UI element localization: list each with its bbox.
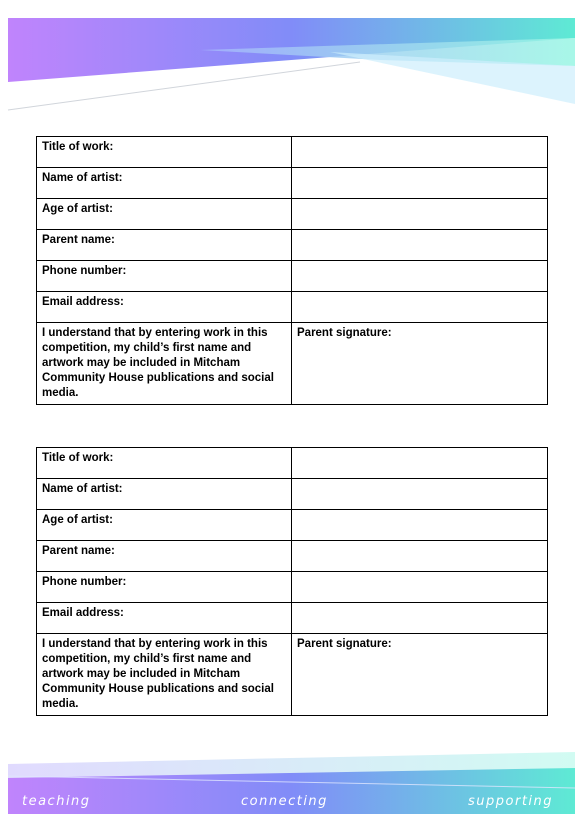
tagline-supporting: supporting [468, 794, 554, 809]
tagline-connecting: connecting [241, 794, 328, 809]
field-label: Phone number: [37, 261, 292, 292]
parent-name-field[interactable] [292, 230, 548, 261]
form-row-email [37, 292, 548, 323]
form-row-title [37, 448, 548, 479]
parent-name-field[interactable] [292, 541, 548, 572]
email-address-field[interactable] [292, 292, 548, 323]
form-row-artist-age [37, 510, 548, 541]
form-row-consent [37, 634, 548, 716]
form-row-artist-name [37, 479, 548, 510]
parent-signature-field[interactable] [292, 323, 548, 405]
phone-number-field[interactable] [292, 261, 548, 292]
form-row-parent-name [37, 230, 548, 261]
title-of-work-field[interactable] [292, 137, 548, 168]
form-row-phone [37, 261, 548, 292]
field-label: Title of work: [37, 137, 292, 168]
field-label: Name of artist: [37, 479, 292, 510]
email-address-field[interactable] [292, 603, 548, 634]
artist-name-field[interactable] [292, 168, 548, 199]
consent-text: I understand that by entering work in this competition, my child’s first name and artwork may be included in Mitcham Community House publications and social media. [37, 634, 292, 716]
artist-age-field[interactable] [292, 199, 548, 230]
field-label: Parent name: [37, 230, 292, 261]
tagline-teaching: teaching [22, 794, 91, 809]
form-row-phone [37, 572, 548, 603]
form-row-artist-age [37, 199, 548, 230]
form-row-title [37, 137, 548, 168]
field-label: Email address: [37, 292, 292, 323]
form-row-parent-name [37, 541, 548, 572]
field-label: Age of artist: [37, 510, 292, 541]
field-label: Title of work: [37, 448, 292, 479]
artist-age-field[interactable] [292, 510, 548, 541]
header-banner [0, 0, 586, 120]
field-label: Parent name: [37, 541, 292, 572]
parent-signature-field[interactable] [292, 634, 548, 716]
field-label: Name of artist: [37, 168, 292, 199]
entry-form-2 [36, 447, 548, 716]
signature-label: Parent signature: [297, 327, 392, 339]
phone-number-field[interactable] [292, 572, 548, 603]
footer-banner [0, 742, 586, 830]
title-of-work-field[interactable] [292, 448, 548, 479]
form-row-consent [37, 323, 548, 405]
consent-text: I understand that by entering work in this competition, my child’s first name and artwork may be included in Mitcham Community House publications and social media. [37, 323, 292, 405]
field-label: Phone number: [37, 572, 292, 603]
signature-label: Parent signature: [297, 638, 392, 650]
entry-form-1 [36, 136, 548, 405]
artist-name-field[interactable] [292, 479, 548, 510]
form-row-artist-name [37, 168, 548, 199]
form-row-email [37, 603, 548, 634]
field-label: Email address: [37, 603, 292, 634]
field-label: Age of artist: [37, 199, 292, 230]
